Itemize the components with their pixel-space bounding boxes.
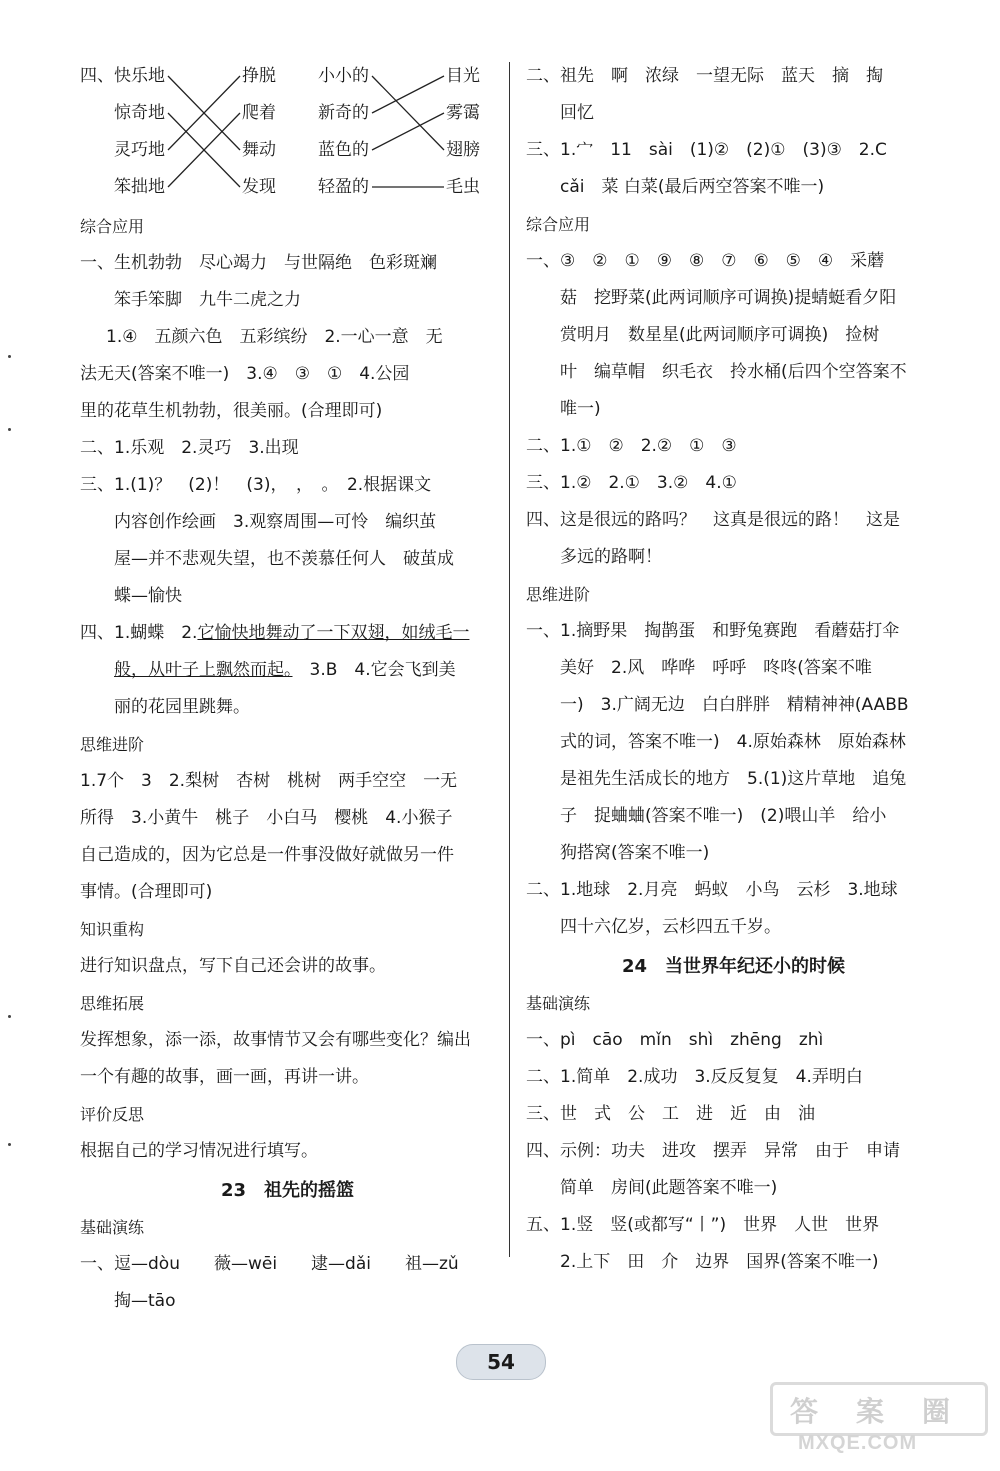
answer-line: 1.④ 五颜六色 五彩缤纷 2.一心一意 无 xyxy=(106,327,443,347)
matching-prefix: 四、 xyxy=(80,66,114,86)
watermark-logo xyxy=(770,1382,990,1462)
match-item: 翅膀 xyxy=(446,140,480,160)
answer-text: 四、1.蝴蝶 2. xyxy=(80,623,198,643)
answer-line: 二、1.地球 2.月亮 蚂蚁 小鸟 云杉 3.地球 xyxy=(526,880,898,900)
watermark-url: MXQE.COM xyxy=(798,1432,918,1454)
answer-line: 四、这是很远的路吗？ 这真是很远的路！ 这是 xyxy=(526,510,900,530)
answer-line: 里的花草生机勃勃，很美丽。(合理即可) xyxy=(80,401,383,421)
match-item: 目光 xyxy=(446,66,480,86)
watermark-glyph: 答 xyxy=(790,1395,819,1428)
match-line xyxy=(372,76,444,113)
answer-line: 赏明月 数星星(此两词顺序可调换) 捡树 xyxy=(560,325,880,345)
answer-line: 四、示例：功夫 进攻 摆弄 异常 由于 申请 xyxy=(526,1141,900,1161)
answer-line: 二、1.乐观 2.灵巧 3.出现 xyxy=(80,438,299,458)
answer-line: 叶 编草帽 织毛衣 拎水桶(后四个空答案不 xyxy=(560,362,907,382)
match-item: 毛虫 xyxy=(446,177,480,197)
margin-dot xyxy=(8,428,11,431)
match-item: 轻盈的 xyxy=(318,177,369,197)
answer-line: 二、1.① ② 2.② ① ③ xyxy=(526,436,737,456)
answer-line xyxy=(80,652,495,689)
match-item: 快乐地 xyxy=(114,66,165,86)
answer-line: 三、1.(1)？ (2)！ (3)， ， 。 2.根据课文 xyxy=(80,475,432,495)
answer-line: 美好 2.风 哗哗 呼呼 咚咚(答案不唯 xyxy=(560,658,872,678)
match-item: 笨拙地 xyxy=(114,177,165,197)
answer-line: cǎi 菜 白菜(最后两空答案不唯一) xyxy=(560,177,825,197)
left-column xyxy=(80,58,495,1320)
answer-line: 一、逗—dòu 薇—wēi 逮—dǎi 祖—zǔ xyxy=(80,1254,459,1274)
answer-line: 三、1.② 2.① 3.② 4.① xyxy=(526,473,737,493)
word-matching-exercise xyxy=(80,58,495,206)
match-item: 爬着 xyxy=(242,103,276,123)
section-heading: 知识重构 xyxy=(80,920,145,939)
lesson-title: 23 祖先的摇篮 xyxy=(220,1180,355,1201)
matching-lines xyxy=(80,58,495,206)
answer-line: 三、世 式 公 工 进 近 由 油 xyxy=(526,1104,815,1124)
answer-line: 狗搭窝(答案不唯一) xyxy=(560,843,710,863)
section-heading: 基础演练 xyxy=(80,1218,145,1237)
match-item: 舞动 xyxy=(242,140,276,160)
column-divider xyxy=(509,62,510,1257)
underlined-answer: 般，从叶子上飘然而起。 xyxy=(114,660,293,680)
answer-line: 一个有趣的故事，画一画，再讲一讲。 xyxy=(80,1067,369,1087)
right-column xyxy=(526,58,941,1281)
answer-line: 2.上下 田 介 边界 国界(答案不唯一) xyxy=(560,1252,879,1272)
answer-line: 多远的路啊！ xyxy=(560,547,662,567)
answer-line: 进行知识盘点，写下自己还会讲的故事。 xyxy=(80,956,386,976)
answer-line: 一、1.摘野果 掏鹊蛋 和野兔赛跑 看蘑菇打伞 xyxy=(526,621,900,641)
answer-line: 子 捉蛐蛐(答案不唯一) (2)喂山羊 给小 xyxy=(560,806,887,826)
answer-line: 一、pì cāo mǐn shì zhēng zhì xyxy=(526,1030,824,1050)
answer-line: 屋—并不悲观失望，也不羡慕任何人 破茧成 xyxy=(114,549,454,569)
section-heading: 评价反思 xyxy=(80,1105,145,1124)
answer-line xyxy=(80,615,495,652)
answer-line: 丽的花园里跳舞。 xyxy=(114,697,250,717)
answer-line: 内容创作绘画 3.观察周围—可怜 编织茧 xyxy=(114,512,437,532)
answer-line: 菇 挖野菜(此两词顺序可调换)提蜻蜓看夕阳 xyxy=(560,288,897,308)
underlined-answer: 它愉快地舞动了一下双翅，如绒毛一 xyxy=(197,623,470,643)
answer-line: 四十六亿岁，云杉四五千岁。 xyxy=(560,917,781,937)
match-item: 雾霭 xyxy=(446,103,480,123)
match-item: 小小的 xyxy=(318,66,369,86)
answer-line: 事情。(合理即可) xyxy=(80,882,213,902)
match-item: 蓝色的 xyxy=(318,140,369,160)
watermark-glyph: 案 xyxy=(856,1395,885,1428)
watermark-glyph: 圈 xyxy=(922,1395,951,1428)
answer-line: 法无天(答案不唯一) 3.④ ③ ① 4.公园 xyxy=(80,364,410,384)
answer-line: 1.7个 3 2.梨树 杏树 桃树 两手空空 一无 xyxy=(80,771,458,791)
answer-line: 所得 3.小黄牛 桃子 小白马 樱桃 4.小猴子 xyxy=(80,808,453,828)
match-line xyxy=(372,76,444,150)
match-item: 发现 xyxy=(242,177,276,197)
section-heading: 思维拓展 xyxy=(80,994,145,1013)
page-number: 54 xyxy=(456,1344,546,1380)
match-item: 新奇的 xyxy=(318,103,369,123)
section-heading: 思维进阶 xyxy=(80,735,145,754)
answer-line: 一、生机勃勃 尽心竭力 与世隔绝 色彩斑斓 xyxy=(80,253,437,273)
match-item: 灵巧地 xyxy=(114,140,165,160)
margin-dot xyxy=(8,1143,11,1146)
section-heading: 综合应用 xyxy=(80,217,145,236)
answer-line: 式的词，答案不唯一) 4.原始森林 原始森林 xyxy=(560,732,906,752)
answer-line: 是祖先生活成长的地方 5.(1)这片草地 追兔 xyxy=(560,769,907,789)
answer-line: 掏—tāo xyxy=(114,1291,176,1311)
answer-line: 二、祖先 啊 浓绿 一望无际 蓝天 摘 掏 xyxy=(526,66,883,86)
answer-line: 一、③ ② ① ⑨ ⑧ ⑦ ⑥ ⑤ ④ 采蘑 xyxy=(526,251,885,271)
answer-line: 发挥想象，添一添，故事情节又会有哪些变化？编出 xyxy=(80,1030,471,1050)
match-line xyxy=(372,113,444,150)
answer-line: 蝶—愉快 xyxy=(114,586,182,606)
answer-line: 三、1.宀 11 sài (1)② (2)① (3)③ 2.C xyxy=(526,140,887,160)
lesson-title: 24 当世界年纪还小的时候 xyxy=(621,956,846,977)
margin-dot xyxy=(8,1015,11,1018)
match-item: 惊奇地 xyxy=(114,103,165,123)
answer-line: 根据自己的学习情况进行填写。 xyxy=(80,1141,318,1161)
margin-dot xyxy=(8,355,11,358)
answer-line: 自己造成的，因为它总是一件事没做好就做另一件 xyxy=(80,845,454,865)
section-heading: 综合应用 xyxy=(526,215,591,234)
answer-line: 一) 3.广阔无边 白白胖胖 精精神神(AABB xyxy=(560,695,909,715)
answer-line: 回忆 xyxy=(560,103,594,123)
answer-line: 笨手笨脚 九牛二虎之力 xyxy=(114,290,301,310)
answer-line: 唯一) xyxy=(560,399,601,419)
answer-line: 简单 房间(此题答案不唯一) xyxy=(560,1178,778,1198)
match-item: 挣脱 xyxy=(242,66,276,86)
answer-line: 五、1.竖 竖(或都写“丨”) 世界 人世 世界 xyxy=(526,1215,880,1235)
section-heading: 思维进阶 xyxy=(526,585,591,604)
answer-line: 二、1.简单 2.成功 3.反反复复 4.弄明白 xyxy=(526,1067,863,1087)
section-heading: 基础演练 xyxy=(526,994,591,1013)
answer-text: 3.B 4.它会飞到美 xyxy=(292,660,456,680)
